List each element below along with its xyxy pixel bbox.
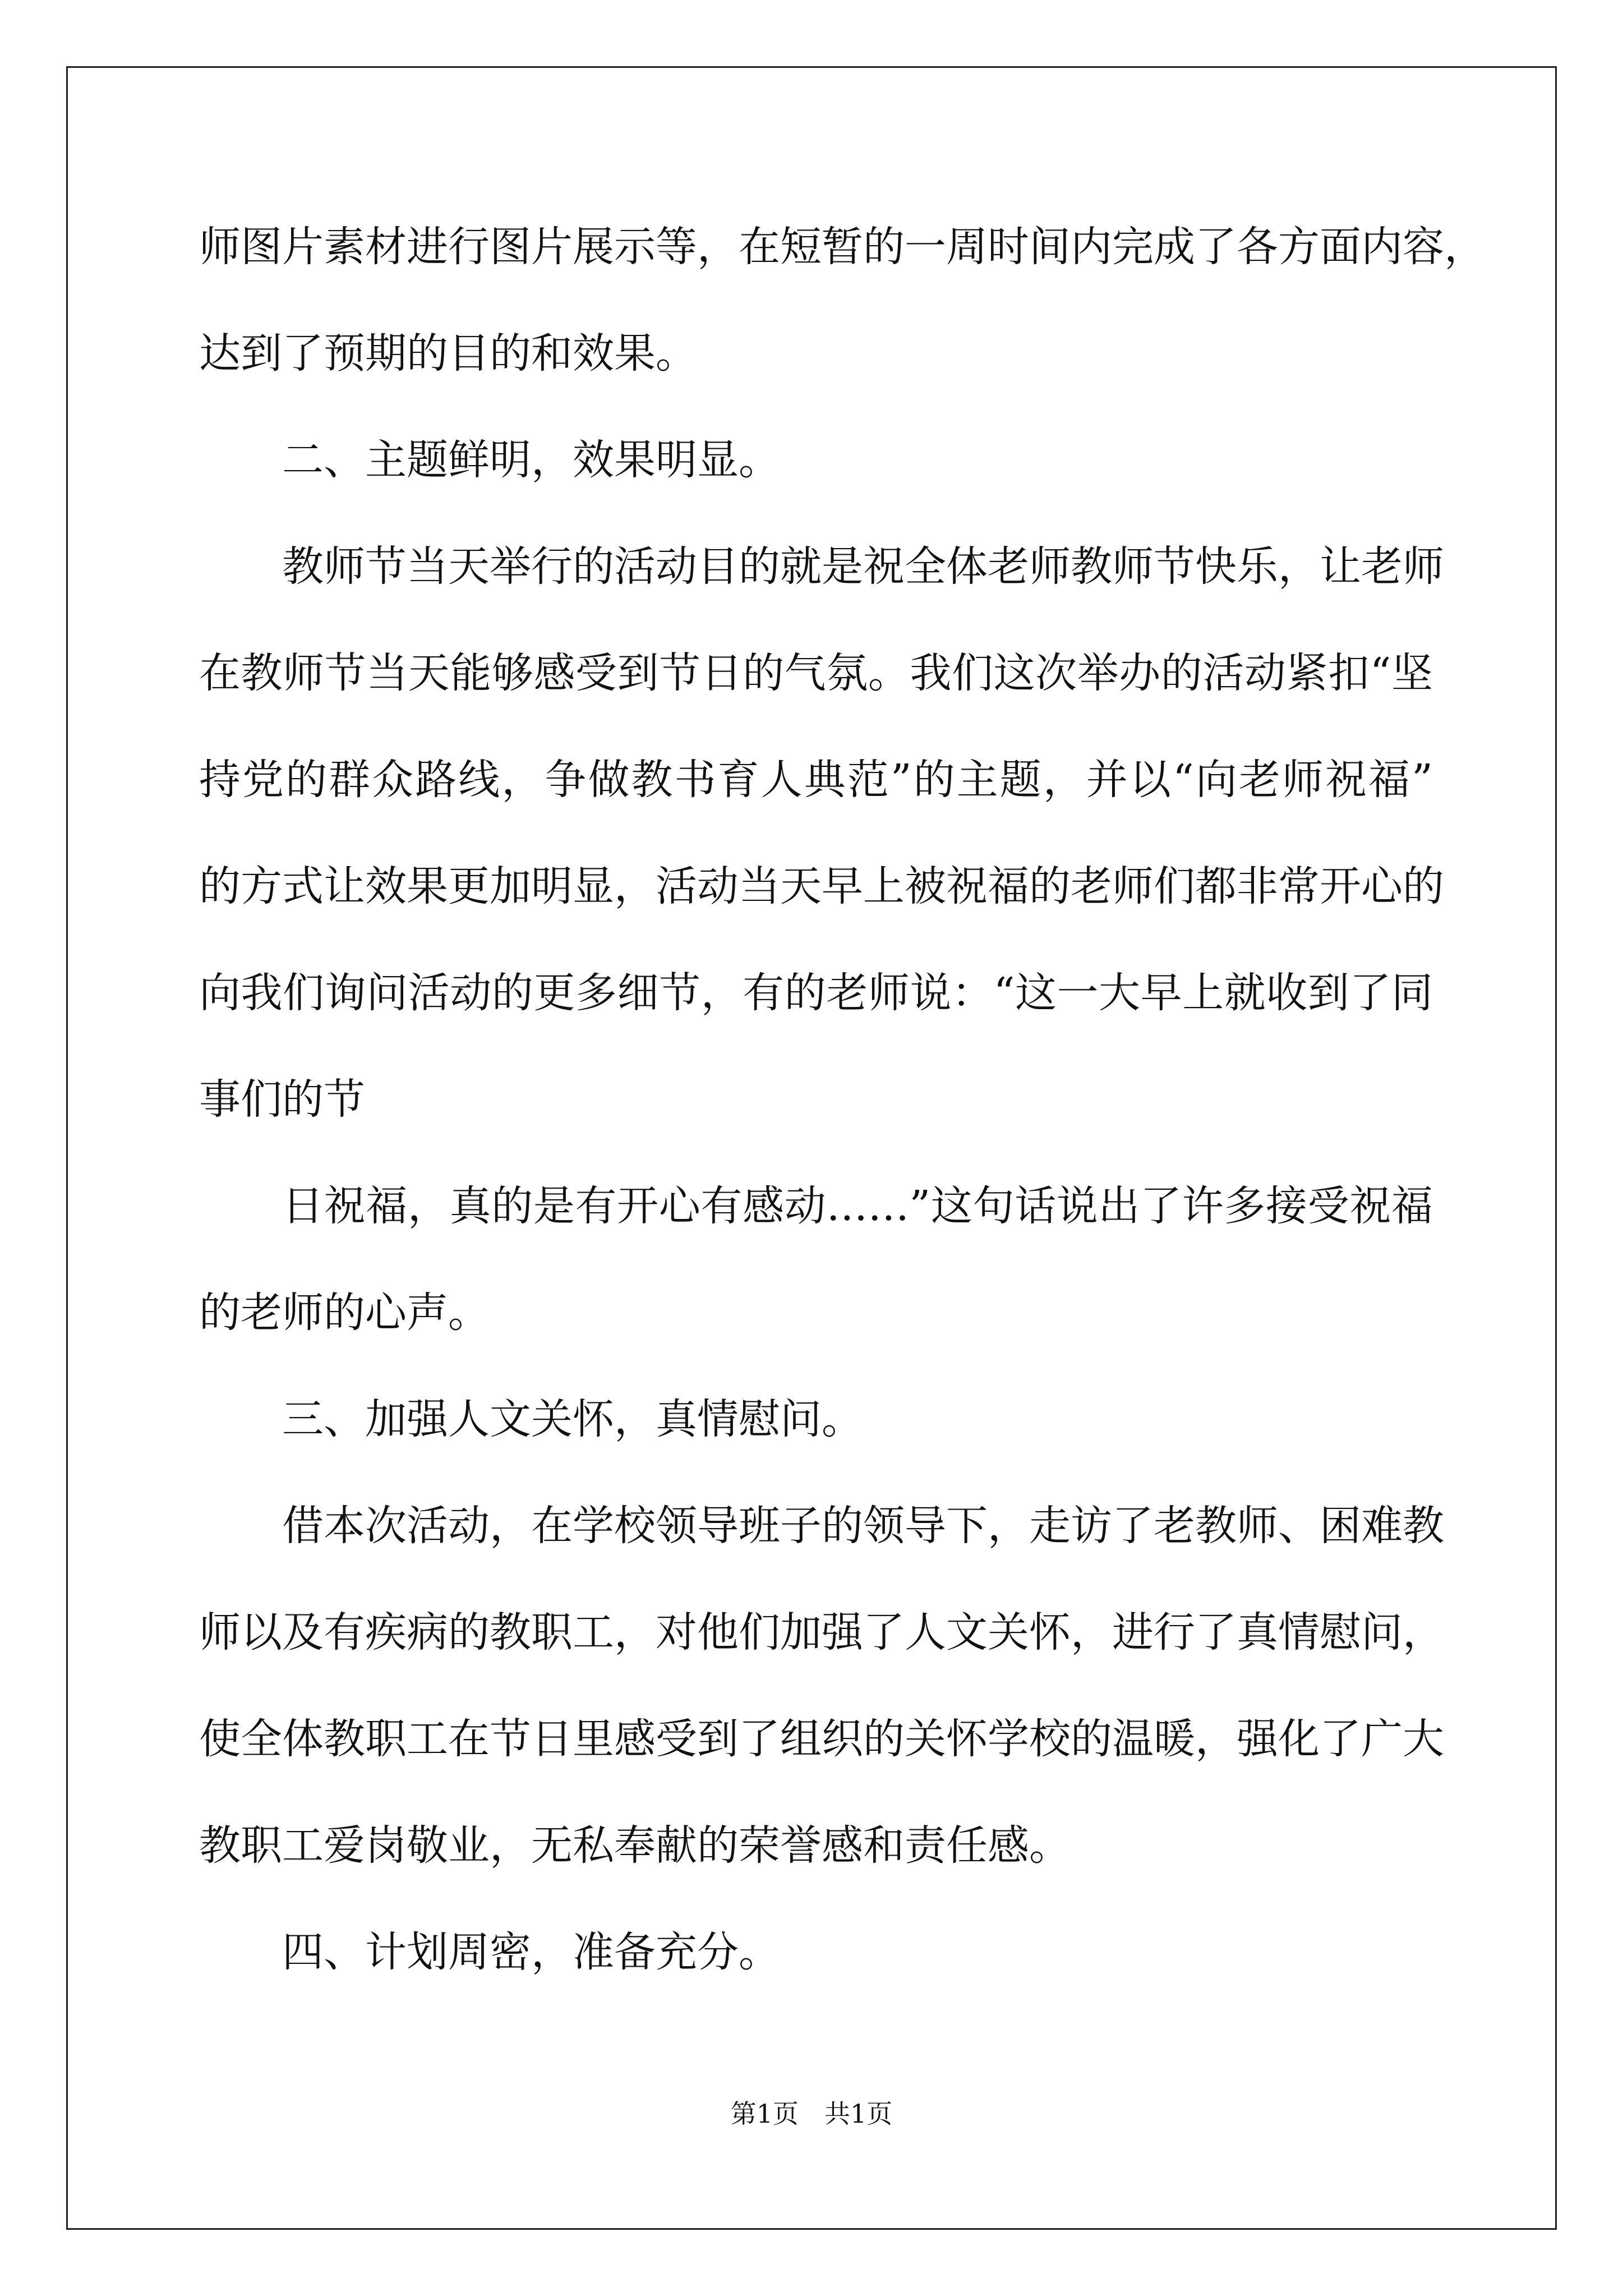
paragraph-line: 达到了预期的目的和效果。	[199, 329, 697, 378]
paragraph-line: 教师节当天举行的活动目的就是祝全体老师教师节快乐，让老师	[282, 542, 1444, 591]
paragraph-line: 使全体教职工在节日里感受到了组织的关怀学校的温暖，强化了广大	[199, 1715, 1444, 1763]
paragraph-line: 借本次活动，在学校领导班子的领导下，走访了老教师、困难教	[282, 1502, 1444, 1550]
section-heading: 四、计划周密，准备充分。	[282, 1928, 780, 1976]
page-border	[66, 66, 1557, 2230]
paragraph-line: 的方式让效果更加明显，活动当天早上被祝福的老师们都非常开心的	[199, 862, 1444, 910]
paragraph-line: 向我们询问活动的更多细节，有的老师说：“这一大早上就收到了同	[199, 969, 1433, 1017]
paragraph-line: 师以及有疾病的教职工，对他们加强了人文关怀，进行了真情慰问，	[199, 1608, 1444, 1657]
paragraph-line: 在教师节当天能够感受到节日的气氛。我们这次举办的活动紧扣“坚	[199, 649, 1433, 697]
paragraph-line: 的老师的心声。	[199, 1289, 490, 1337]
section-heading: 二、主题鲜明，效果明显。	[282, 436, 780, 484]
paragraph-line: 教职工爱岗敬业，无私奉献的荣誉感和责任感。	[199, 1821, 1071, 1870]
page-footer: 第1页 共1页	[730, 2099, 893, 2129]
paragraph-line: 日祝福，真的是有开心有感动……”这句话说出了许多接受祝福	[282, 1182, 1433, 1230]
paragraph-line: 师图片素材进行图片展示等，在短暂的一周时间内完成了各方面内容，	[199, 223, 1486, 271]
section-heading: 三、加强人文关怀，真情慰问。	[282, 1395, 863, 1443]
paragraph-line: 事们的节	[199, 1075, 365, 1124]
paragraph-line: 持党的群众路线，争做教书育人典范”的主题，并以“向老师祝福”	[199, 756, 1433, 804]
